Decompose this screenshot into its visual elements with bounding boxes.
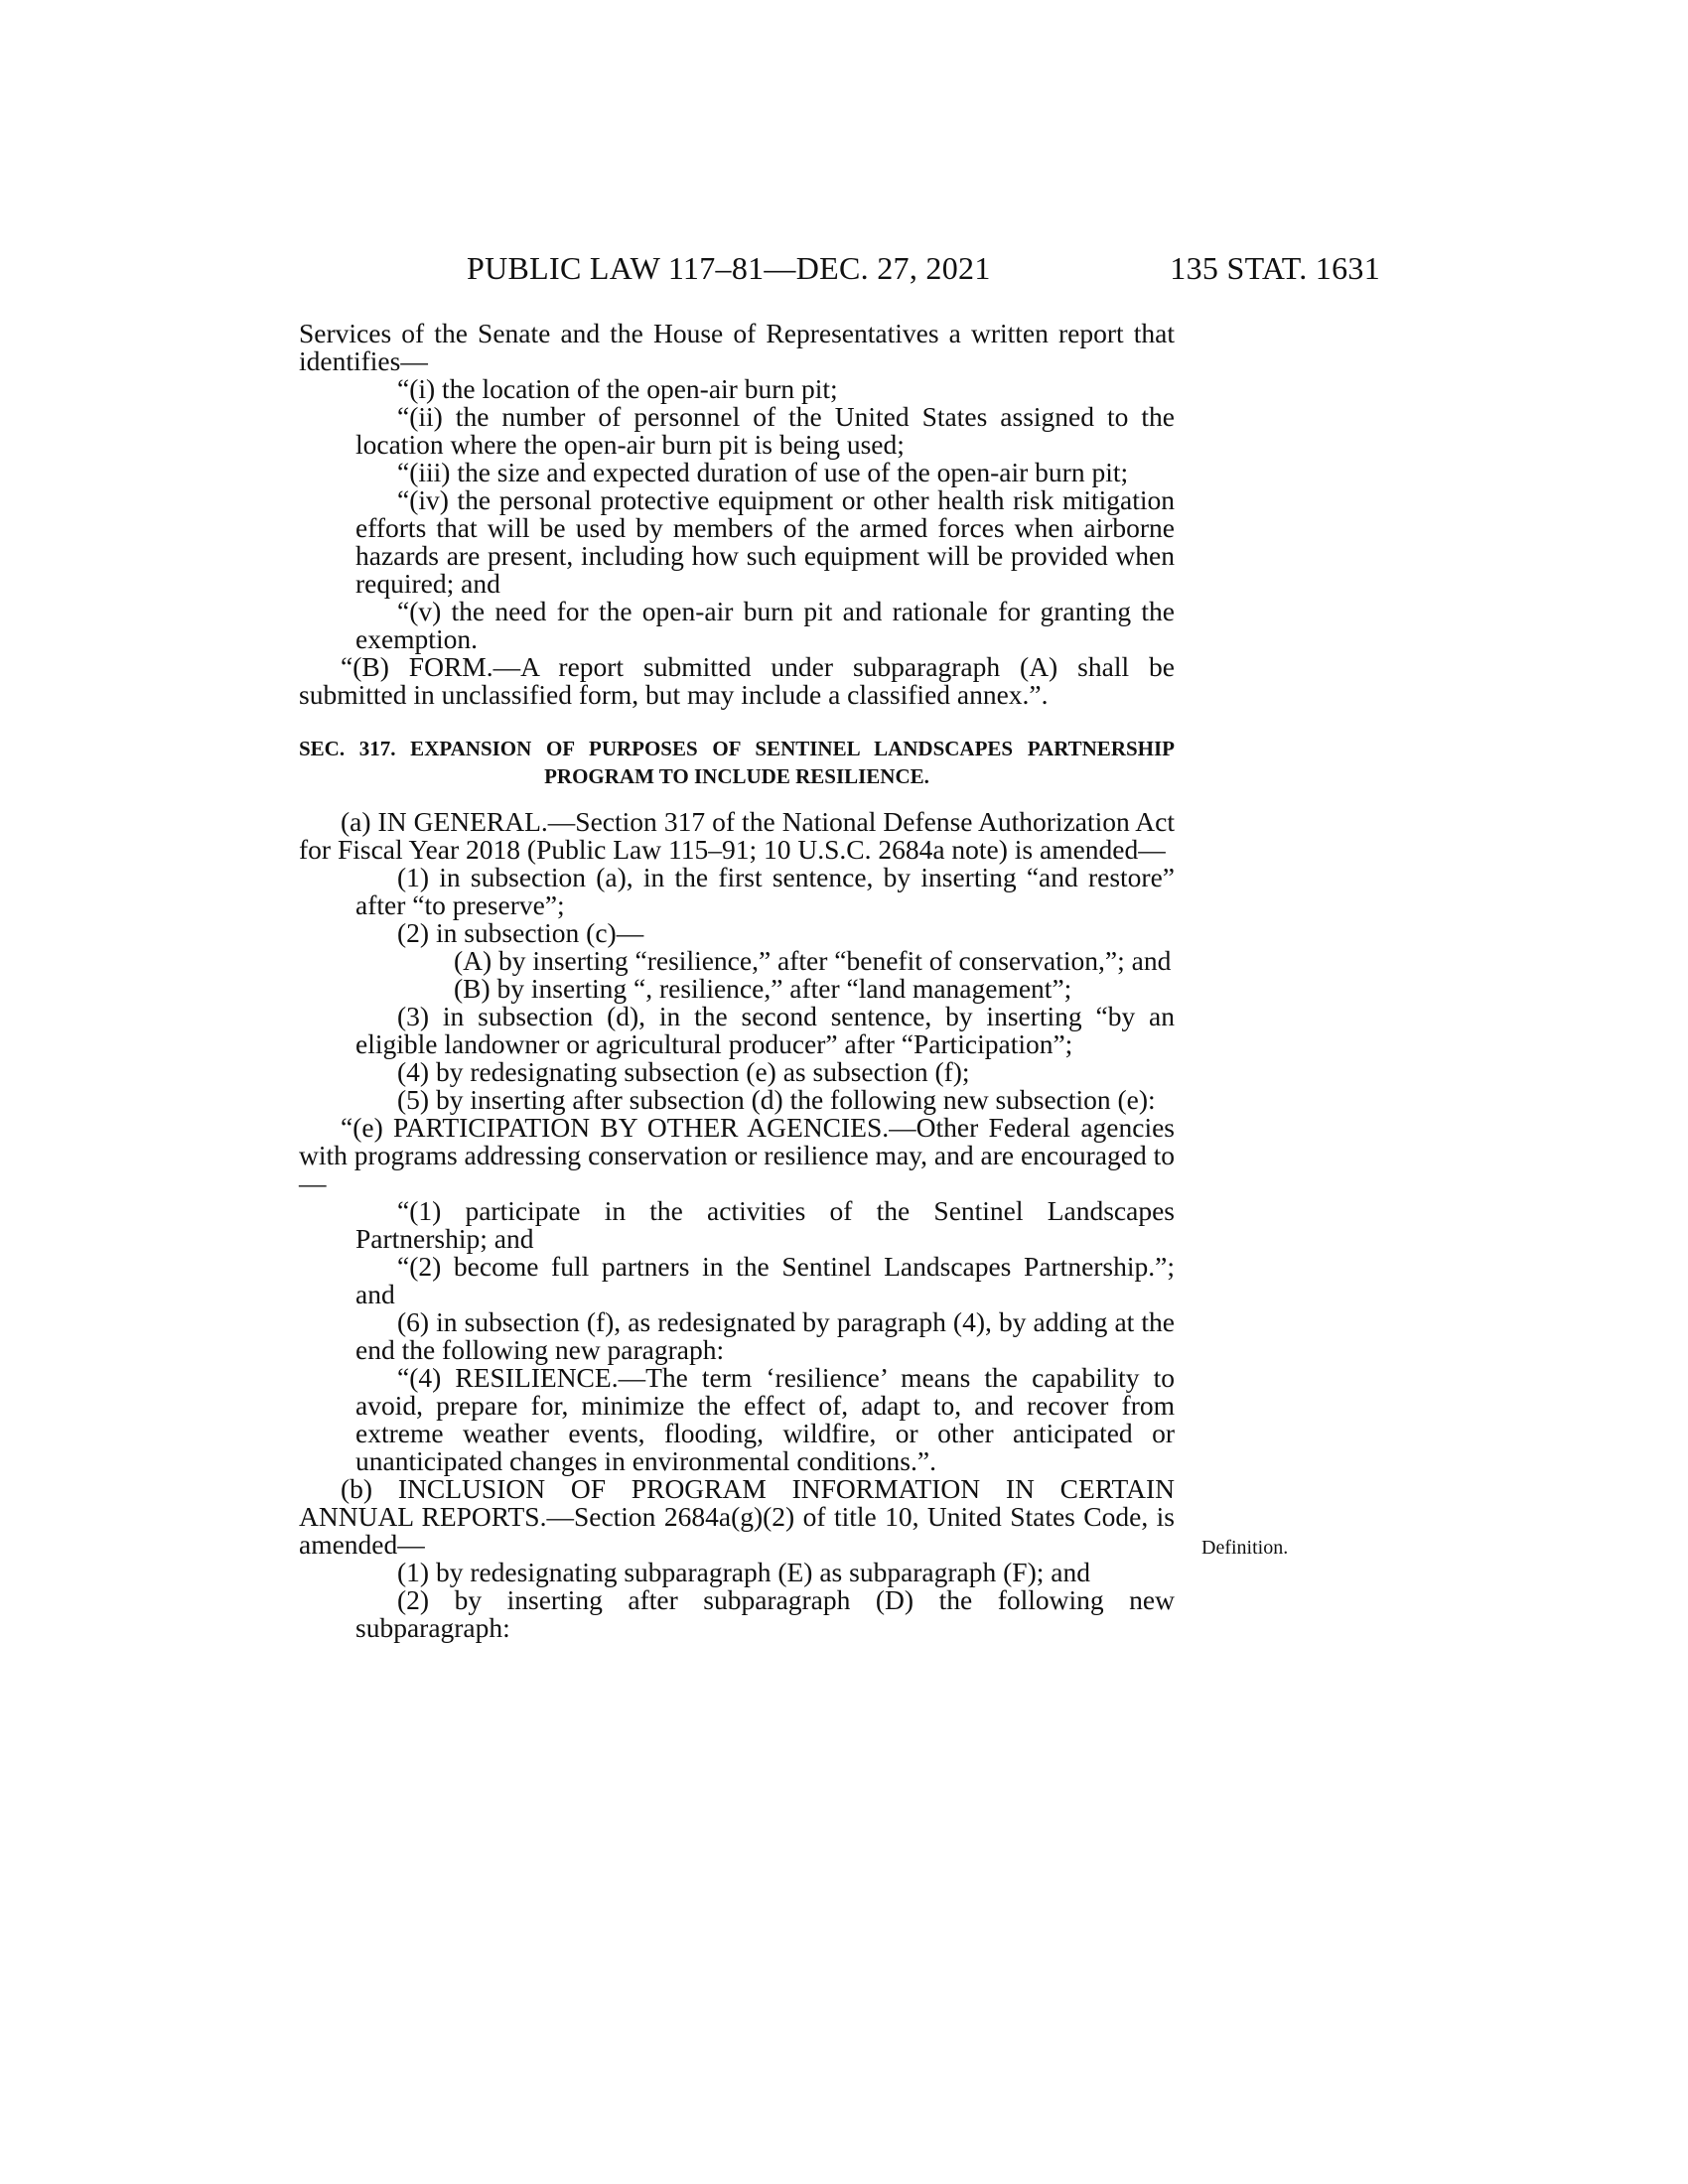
paragraph-6: (6) in subsection (f), as redesignated by paragraph (4), by adding at the end the following new paragraph: <box>355 1306 1175 1365</box>
paragraph-3: (3) in subsection (d), in the second sentence, by inserting “by an eligible landowner or agricultural producer” after “Participation”; <box>355 1001 1175 1059</box>
clause-ii: “(ii) the number of personnel of the United States assigned to the location where the open-air burn pit is being used; <box>355 401 1175 460</box>
subsection-b-paragraph-2: (2) by inserting after subparagraph (D) the following new subparagraph: <box>355 1584 1175 1643</box>
paragraph-1: (1) in subsection (a), in the first sentence, by inserting “and restore” after “to preserve”; <box>355 862 1175 920</box>
subparagraph-b: (B) by inserting “, resilience,” after “land management”; <box>454 973 1072 1004</box>
page-header <box>467 250 1380 294</box>
subsection-b-paragraph-1: (1) by redesignating subparagraph (E) as subparagraph (F); and <box>397 1557 1090 1587</box>
subsection-a: (a) IN GENERAL.—Section 317 of the National Defense Authorization Act for Fiscal Year 2018 (Public Law 115–91; 10 U.S.C. 2684a note) is amended— <box>299 806 1175 865</box>
running-head-title: PUBLIC LAW 117–81—DEC. 27, 2021 <box>467 250 991 286</box>
inserted-subsection-e: “(e) PARTICIPATION BY OTHER AGENCIES.—Other Federal agencies with programs addressing conservation or resilience may, and are encouraged to— <box>299 1112 1175 1198</box>
inserted-paragraph-1: “(1) participate in the activities of the Sentinel Landscapes Partnership; and <box>355 1195 1175 1254</box>
inserted-paragraph-2: “(2) become full partners in the Sentinel Landscapes Partnership.”; and <box>355 1251 1175 1309</box>
clause-iv: “(iv) the personal protective equipment or other health risk mitigation efforts that will be used by members of the armed forces when airborne hazards are present, including how such equipment will be provided when required; and <box>355 484 1175 599</box>
clause-i: “(i) the location of the open-air burn pit; <box>397 373 838 404</box>
clause-v: “(v) the need for the open-air burn pit and rationale for granting the exemption. <box>355 596 1175 654</box>
subparagraph-b-form: “(B) FORM.—A report submitted under subparagraph (A) shall be submitted in unclassified form, but may include a classified annex.”. <box>299 651 1175 710</box>
resilience-definition: “(4) RESILIENCE.—The term ‘resilience’ means the capability to avoid, prepare for, minimize the effect of, adapt to, and recover from extreme weather events, flooding, wildfire, or other anticipated or unanticipated changes in environmental conditions.”. <box>355 1362 1175 1476</box>
clause-iii: “(iii) the size and expected duration of use of the open-air burn pit; <box>397 457 1129 487</box>
subsection-b: (b) INCLUSION OF PROGRAM INFORMATION IN CERTAIN ANNUAL REPORTS.—Section 2684a(g)(2) of title 10, United States Code, is amended— <box>299 1473 1175 1560</box>
paragraph-5: (5) by inserting after subsection (d) the following new subsection (e): <box>397 1084 1156 1115</box>
paragraph-2: (2) in subsection (c)— <box>397 917 644 948</box>
margin-note-definition: Definition. <box>1201 1537 1289 1559</box>
section-heading: SEC. 317. EXPANSION OF PURPOSES OF SENTINEL LANDSCAPES PARTNERSHIP PROGRAM TO INCLUDE RESILIENCE. <box>299 737 1175 788</box>
paragraph-4: (4) by redesignating subsection (e) as subsection (f); <box>397 1056 970 1087</box>
page-body <box>299 320 1175 1642</box>
subparagraph-a: (A) by inserting “resilience,” after “benefit of conservation,”; and <box>454 945 1172 976</box>
statute-page-number: 135 STAT. 1631 <box>1170 250 1380 286</box>
paragraph: Services of the Senate and the House of Representatives a written report that identifies— <box>299 318 1175 376</box>
